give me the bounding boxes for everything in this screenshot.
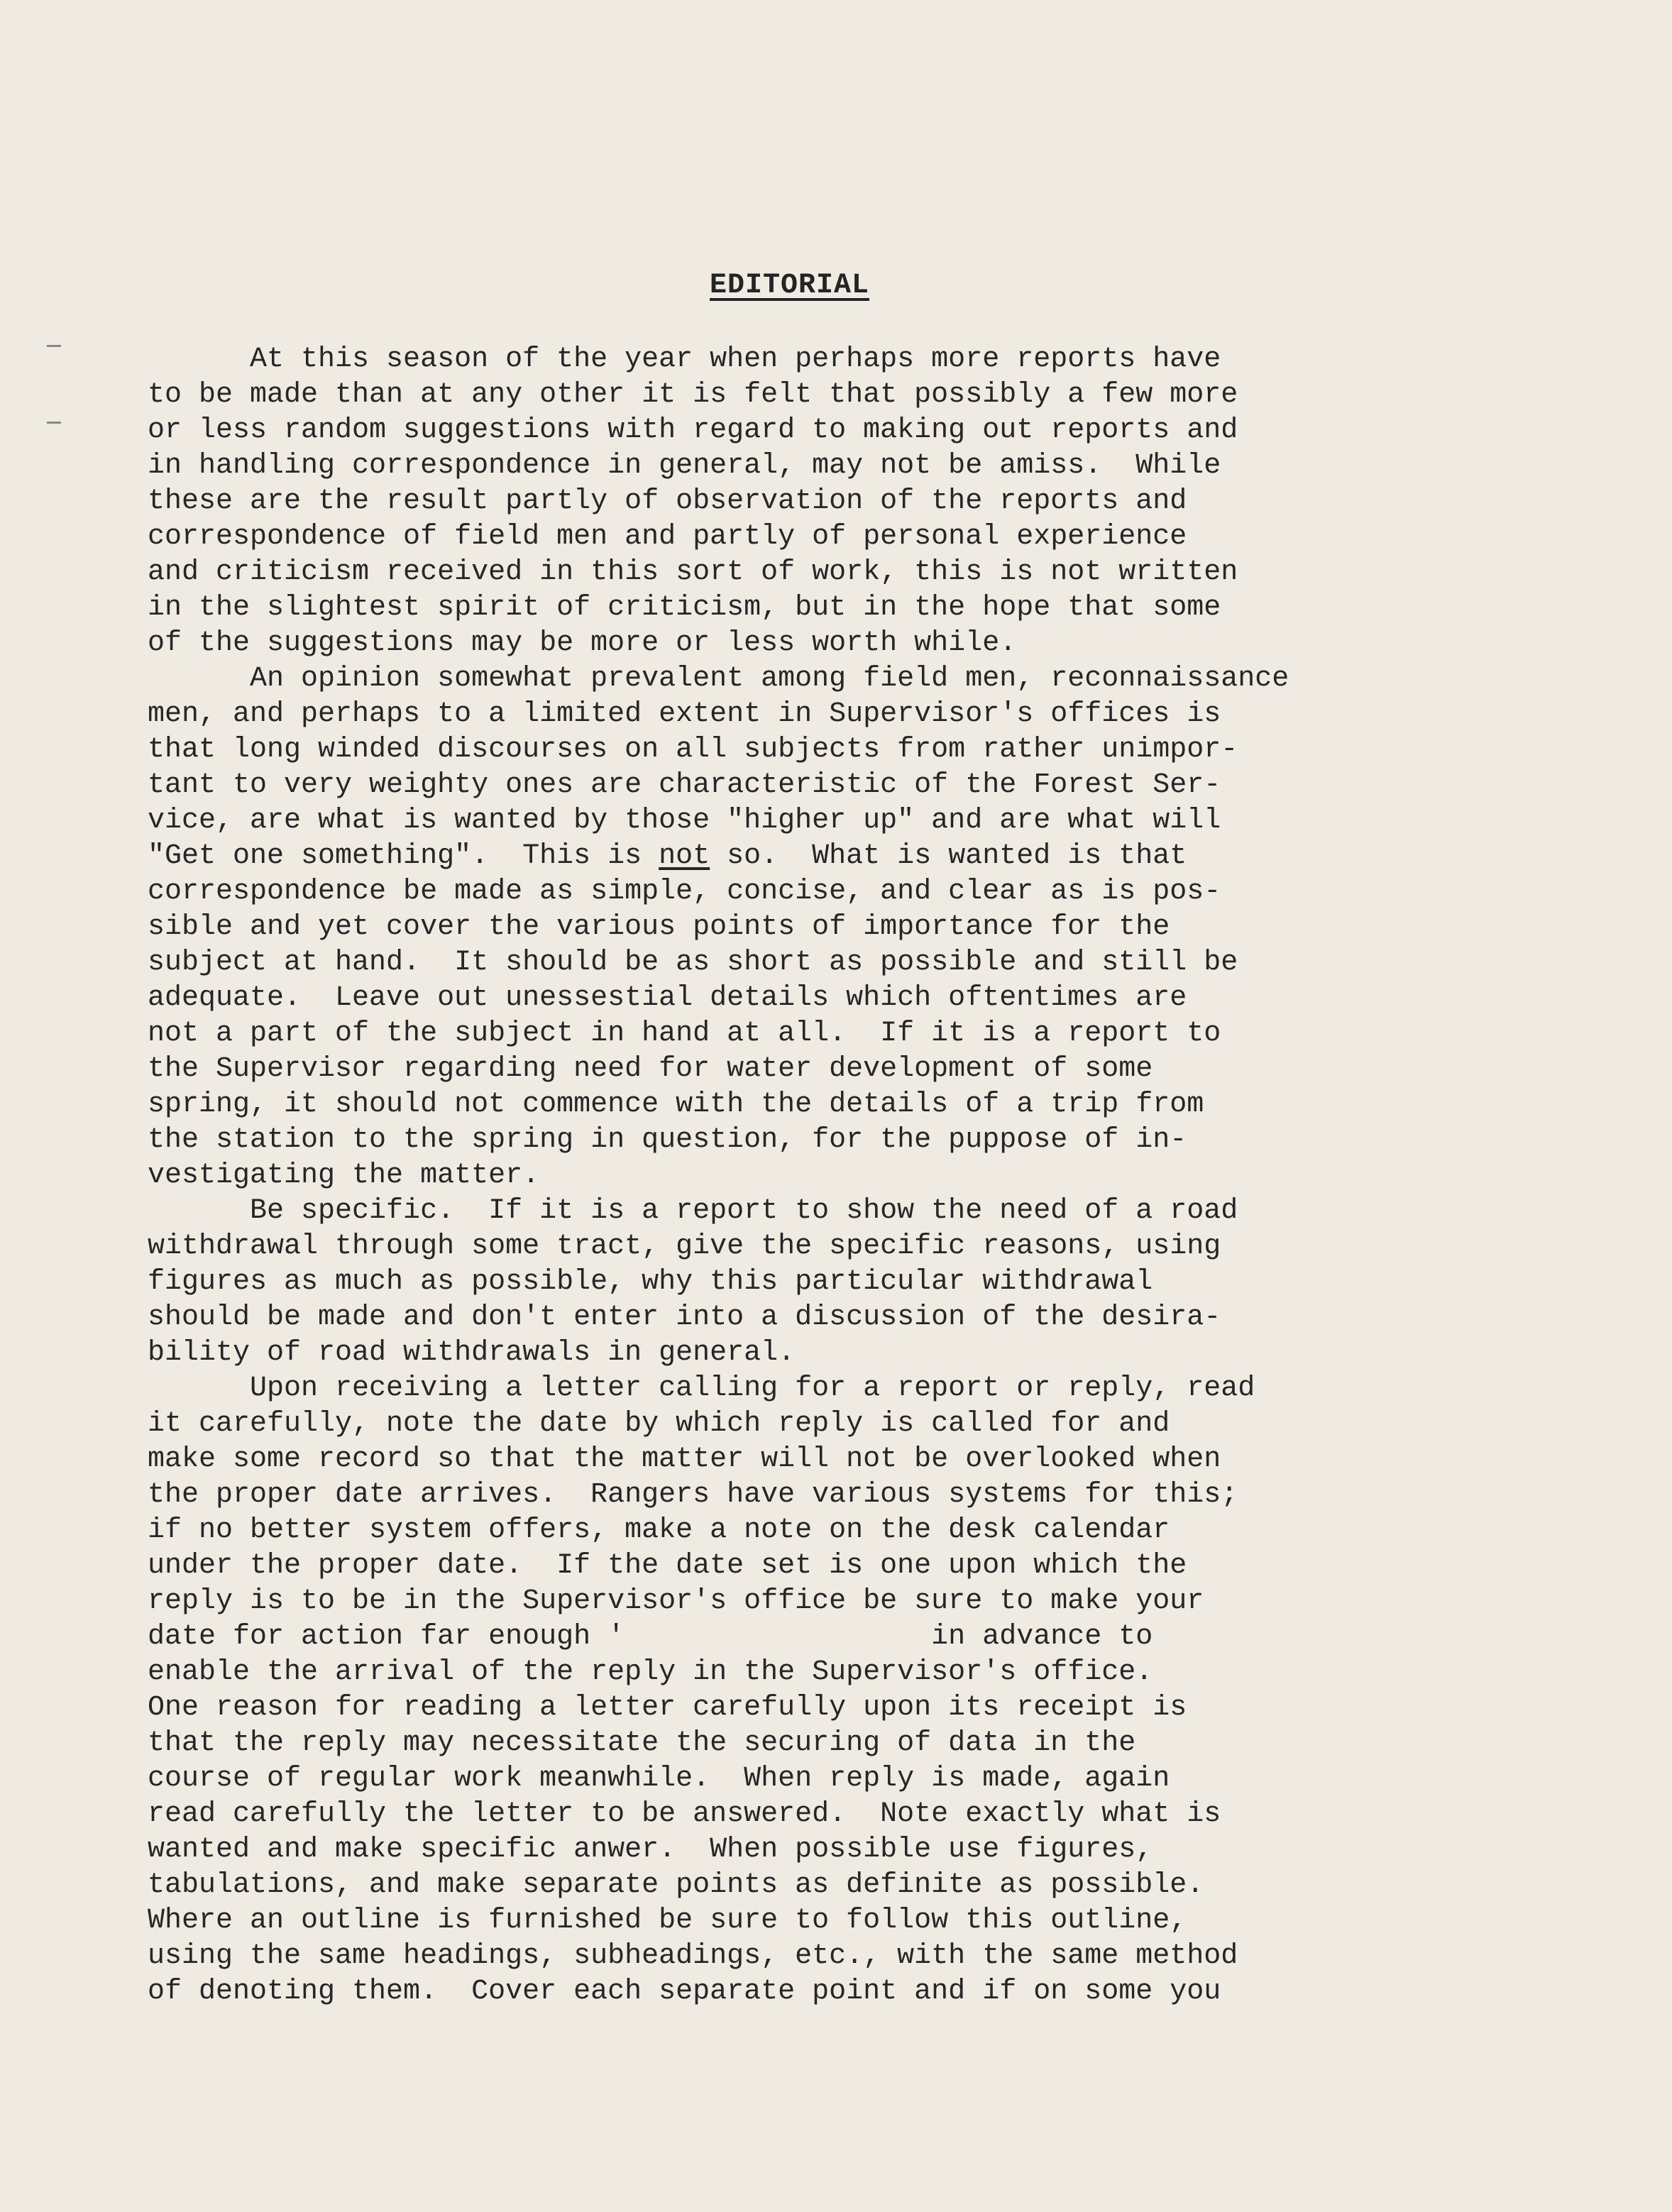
text-line: that the reply may necessitate the securing of data in the	[148, 1727, 1136, 1759]
text-line: of denoting them. Cover each separate point and if on some you	[148, 1976, 1221, 2008]
text-line: the proper date arrives. Rangers have various systems for this;	[148, 1479, 1238, 1511]
text-line: the station to the spring in question, for the puppose of in-	[148, 1124, 1187, 1156]
text-line: in handling correspondence in general, may not be amiss. While	[148, 450, 1221, 482]
text-line: tant to very weighty ones are characteristic of the Forest Ser-	[148, 769, 1221, 801]
text-line: sible and yet cover the various points of importance for the	[148, 911, 1170, 943]
text-line: should be made and don't enter into a discussion of the desira-	[148, 1302, 1221, 1333]
margin-mark	[47, 345, 61, 347]
margin-mark	[47, 422, 61, 424]
underlined-word: not	[659, 840, 710, 872]
text-line: in the slightest spirit of criticism, but in the hope that some	[148, 592, 1221, 624]
text-line: correspondence be made as simple, concise, and clear as is pos-	[148, 876, 1221, 908]
text-line: correspondence of field men and partly of personal experience	[148, 521, 1187, 553]
text-line: Upon receiving a letter calling for a report or reply, read	[148, 1372, 1255, 1404]
text-line: figures as much as possible, why this particular withdrawal	[148, 1266, 1153, 1298]
text-line: date for action far enough ' in advance to	[148, 1621, 1153, 1653]
text-line: bility of road withdrawals in general.	[148, 1337, 796, 1369]
text-line: vestigating the matter.	[148, 1160, 540, 1192]
text-line: reply is to be in the Supervisor's office be sure to make your	[148, 1585, 1204, 1617]
text-line: these are the result partly of observation of the reports and	[148, 485, 1187, 517]
text-line: course of regular work meanwhile. When reply is made, again	[148, 1763, 1170, 1795]
text-line: it carefully, note the date by which reply is called for and	[148, 1408, 1170, 1440]
text-line: wanted and make specific anwer. When possible use figures,	[148, 1834, 1153, 1866]
text-line: under the proper date. If the date set is one upon which the	[148, 1550, 1187, 1582]
text-line: not a part of the subject in hand at all. If it is a report to	[148, 1018, 1221, 1050]
text-line: to be made than at any other it is felt that possibly a few more	[148, 379, 1238, 411]
text-line: withdrawal through some tract, give the specific reasons, using	[148, 1231, 1221, 1262]
text-line: if no better system offers, make a note on the desk calendar	[148, 1514, 1170, 1546]
text-line: or less random suggestions with regard to making out reports and	[148, 414, 1238, 446]
text-line: adequate. Leave out unessestial details which oftentimes are	[148, 982, 1187, 1014]
editorial-body	[148, 342, 1595, 2010]
text-line: of the suggestions may be more or less worth while.	[148, 627, 1017, 659]
text-line: the Supervisor regarding need for water development of some	[148, 1053, 1153, 1085]
text-line: At this season of the year when perhaps more reports have	[148, 343, 1221, 375]
text-line: enable the arrival of the reply in the Supervisor's office.	[148, 1656, 1153, 1688]
text-line: and criticism received in this sort of work, this is not written	[148, 556, 1238, 588]
text-line: make some record so that the matter will not be overlooked when	[148, 1443, 1221, 1475]
text-line: spring, it should not commence with the details of a trip from	[148, 1089, 1204, 1121]
text-line: subject at hand. It should be as short as possible and still be	[148, 947, 1238, 979]
editorial-title: EDITORIAL	[710, 270, 870, 302]
text-line: Be specific. If it is a report to show the need of a road	[148, 1195, 1238, 1227]
text-line: Where an outline is furnished be sure to follow this outline,	[148, 1905, 1187, 1937]
text-line: tabulations, and make separate points as definite as possible.	[148, 1869, 1204, 1901]
text-line: One reason for reading a letter carefully upon its receipt is	[148, 1692, 1187, 1724]
text-line: "Get one something". This is not so. What is wanted is that	[148, 840, 1187, 872]
text-line: An opinion somewhat prevalent among field men, reconnaissance	[148, 663, 1289, 695]
text-line: men, and perhaps to a limited extent in Supervisor's offices is	[148, 698, 1221, 730]
text-line: that long winded discourses on all subjects from rather unimpor-	[148, 734, 1238, 766]
text-line: using the same headings, subheadings, etc., with the same method	[148, 1940, 1238, 1972]
text-line: vice, are what is wanted by those "higher up" and are what will	[148, 805, 1221, 837]
text-line: read carefully the letter to be answered. Note exactly what is	[148, 1798, 1221, 1830]
